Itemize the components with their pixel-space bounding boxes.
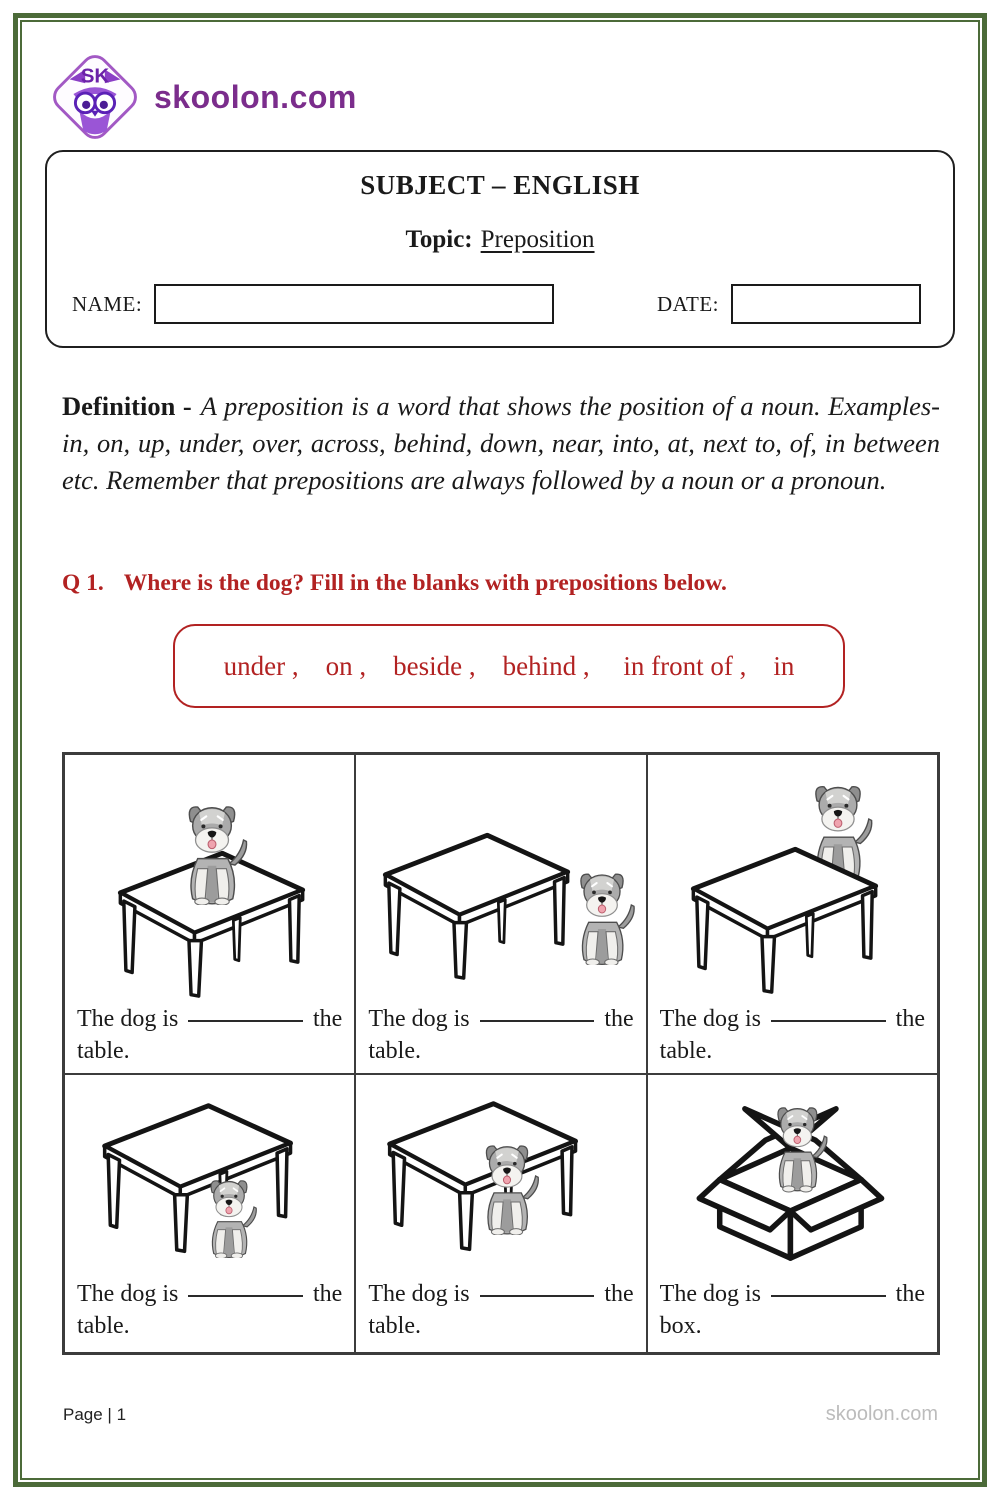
logo-text: skoolon.com [154,78,357,115]
logo [46,48,357,146]
caption [65,1273,354,1342]
topic-label: Topic: [405,226,473,253]
caption [356,998,645,1067]
scene-dog-in-front-of-table [356,1075,645,1273]
table-illustration [87,1081,299,1254]
caption-text: table. [368,1313,421,1339]
dog-illustration [169,797,255,905]
worksheet-grid [62,752,940,1355]
table-illustration [368,811,576,981]
date-input[interactable] [731,284,921,324]
caption-text: the [313,1281,343,1307]
caption-text: table. [77,1038,130,1064]
dog-illustration [195,1173,263,1258]
caption-text: The dog is [77,1006,179,1032]
caption-text: The dog is [368,1281,470,1307]
dog-illustration [468,1137,546,1235]
subject-title: SUBJECT – ENGLISH [360,170,640,200]
caption-text: The dog is [77,1281,179,1307]
caption-text: The dog is [659,1006,761,1032]
caption-text: the [604,1281,634,1307]
caption-text: the [313,1006,343,1032]
caption-text: the [895,1006,925,1032]
footer-brand: skoolon.com [825,1403,938,1425]
caption-text: table. [77,1313,130,1339]
grid-cell-dog-on-table [64,754,355,1074]
grid-cell-dog-beside-table [355,754,646,1074]
definition-body: A preposition is a word that shows the position of a noun. Examples- in, on, up, under, over, across, behind, down, near, into, at, next to, of, in between etc. Remember that prepositions are always followed by a noun or a pronoun. [62,391,940,495]
caption-text: The dog is [659,1281,761,1307]
word-bank-box [173,624,845,708]
owl-logo-icon [46,48,144,146]
scene-dog-behind-table [648,755,937,998]
caption-text: the [895,1281,925,1307]
caption-text: the [604,1006,634,1032]
grid-cell-dog-in-front-of-table [355,1074,646,1353]
name-date-row [72,284,921,324]
caption-text: table. [659,1038,713,1064]
caption-blank [188,1271,303,1297]
word-bank-text: under , on , beside , behind , in front of , in [223,650,795,681]
grid-cell-dog-in-box [647,1074,938,1353]
grid-cell-dog-behind-table [647,754,938,1074]
name-label: NAME: [72,291,143,316]
question-number: Q 1. [62,570,104,596]
caption-text: box. [659,1313,702,1339]
caption [356,1273,645,1342]
scene-dog-beside-table [356,755,645,998]
caption [65,998,354,1067]
caption-text: The dog is [368,1006,470,1032]
topic-line [47,226,953,254]
caption [648,998,937,1067]
caption-blank [480,1271,595,1297]
caption-blank [480,996,595,1022]
footer-page-number: Page | 1 [63,1405,127,1424]
question-text: Where is the dog? Fill in the blanks with prepositions below. [123,570,727,596]
caption-blank [188,996,303,1022]
scene-dog-in-box [648,1075,937,1273]
caption-blank [771,1271,886,1297]
dog-illustration [562,865,642,965]
scene-dog-under-table [65,1075,354,1273]
scene-dog-on-table [65,755,354,998]
svg-text:SK: SK [80,64,110,88]
box-with-dog-illustration [682,1079,902,1264]
caption-text: table. [368,1038,421,1064]
date-label: DATE: [657,291,719,316]
caption-blank [771,996,886,1022]
name-input[interactable] [154,284,554,324]
worksheet-header [45,150,955,348]
grid-cell-dog-under-table [64,1074,355,1353]
table-illustration [676,825,884,995]
topic-value: Preposition [480,226,595,253]
question-heading [62,570,727,597]
definition-paragraph [62,388,940,499]
definition-label: Definition - [62,391,192,421]
caption [648,1273,937,1342]
